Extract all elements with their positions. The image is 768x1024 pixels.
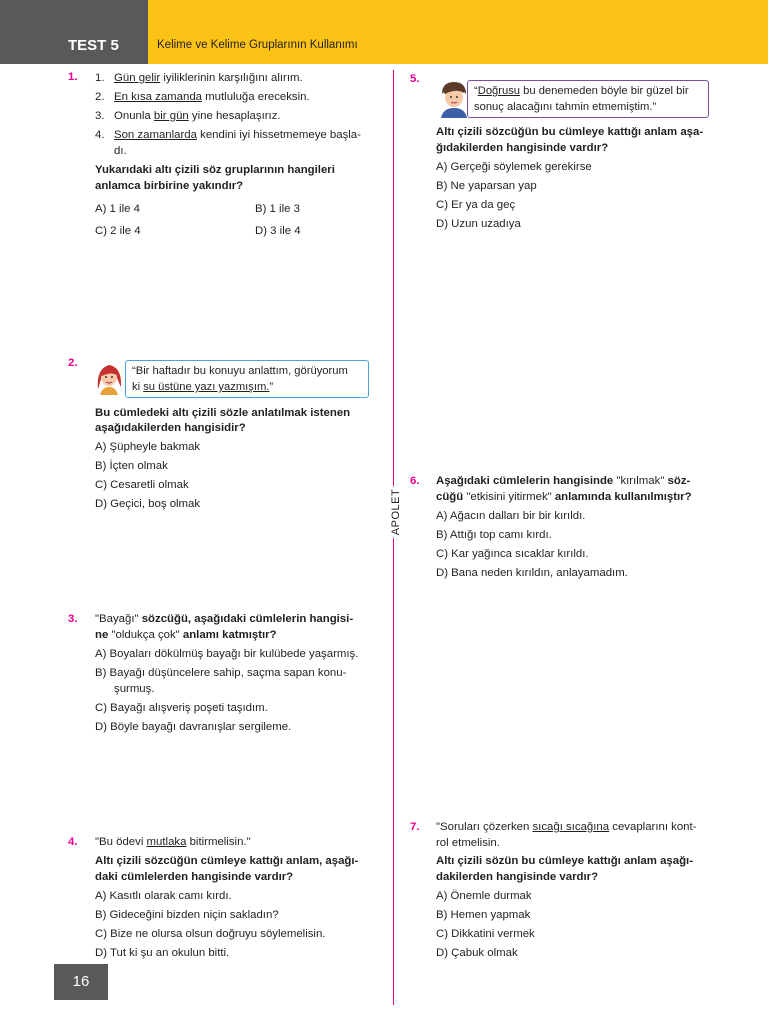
page-title: Kelime ve Kelime Gruplarının Kullanımı: [157, 39, 358, 51]
q4-sentence-pre: "Bu ödevi: [95, 836, 147, 848]
q6-stem-text: Aşağıdaki cümlelerin hangisinde: [436, 475, 617, 487]
q5-stem-line-1: Altı çizili sözcüğün bu cümleye kattığı anlam aşa-: [436, 126, 704, 138]
q1-stem-line-2: anlamca birbirine yakındır?: [95, 180, 244, 192]
q3-option-d[interactable]: D) Böyle bayağı davranışlar sergileme.: [95, 721, 292, 733]
q2-bubble-pre: ki: [132, 381, 144, 393]
q1-option-b[interactable]: B) 1 ile 3: [255, 203, 300, 215]
q3-option-b[interactable]: B) Bayağı düşüncelere sahip, saçma sapan konu-: [95, 667, 347, 679]
question-number-1: 1.: [68, 71, 78, 83]
question-number-6: 6.: [410, 475, 420, 487]
q3-stem-ne: ne: [95, 629, 112, 641]
q3-option-b-continued: şurmuş.: [114, 683, 155, 695]
q4-sentence-underlined: mutlaka: [146, 836, 187, 848]
q1-item-1: [95, 72, 303, 84]
q5-speech-bubble: [467, 80, 709, 118]
q5-stem-line-2: ğıdakilerden hangisinde vardır?: [436, 142, 609, 154]
header-yellow-band: [148, 0, 768, 64]
q5-option-d[interactable]: D) Uzun uzadıya: [436, 218, 521, 230]
q6-stem-quoted-meaning: "etkisini yitirmek": [466, 491, 552, 503]
q4-option-b[interactable]: B) Gideceğini bizden niçin sakladın?: [95, 909, 279, 921]
q6-stem-line-2: [436, 491, 692, 503]
q7-option-c[interactable]: C) Dikkatini vermek: [436, 928, 535, 940]
q1-item-2-underlined: En kısa zamanda: [114, 91, 203, 103]
q2-stem-line-2: aşağıdakilerden hangisidir?: [95, 422, 246, 434]
q6-option-d[interactable]: D) Bana neden kırıldın, anlayamadım.: [436, 567, 628, 579]
q1-item-2: [95, 91, 310, 103]
q1-item-3-underlined: bir gün: [153, 110, 189, 122]
q5-option-a[interactable]: A) Gerçeği söylemek gerekirse: [436, 161, 592, 173]
q1-item-3: [95, 110, 281, 122]
q1-item-3-pre: Onunla: [114, 110, 154, 122]
q3-stem-quoted-word: "Bayağı": [95, 613, 139, 625]
question-number-5: 5.: [410, 73, 420, 85]
q4-stem-line-2: daki cümlelerden hangisinde vardır?: [95, 871, 294, 883]
q6-option-b[interactable]: B) Attığı top camı kırdı.: [436, 529, 552, 541]
q5-bubble-line-1: [474, 83, 702, 99]
q1-item-2-rest: mutluluğa ereceksin.: [202, 91, 310, 103]
q2-option-a[interactable]: A) Şüpheyle bakmak: [95, 441, 201, 453]
q1-item-4-continued: dı.: [114, 145, 127, 157]
q2-stem-line-1: Bu cümledeki altı çizili sözle anlatılmak istenen: [95, 407, 351, 419]
q4-sentence: [95, 836, 251, 848]
question-number-7: 7.: [410, 821, 420, 833]
q6-stem-hyphen: söz-: [664, 475, 691, 487]
q5-bubble-underlined: Doğrusu: [477, 85, 521, 97]
q4-option-c[interactable]: C) Bize ne olursa olsun doğruyu söylemelisin.: [95, 928, 326, 940]
q2-speech-bubble: [125, 360, 369, 398]
q7-stem-line-1: Altı çizili sözün bu cümleye kattığı anlam aşağı-: [436, 855, 693, 867]
q2-bubble-line-1: “Bir haftadır bu konuyu anlattım, görüyorum: [132, 365, 348, 377]
test-label: TEST 5: [68, 37, 119, 54]
q2-bubble-post: ”: [269, 381, 274, 393]
q3-stem-quoted-meaning: "oldukça çok": [111, 629, 180, 641]
q1-item-1-num: 1.: [95, 72, 105, 84]
q7-option-a[interactable]: A) Önemle durmak: [436, 890, 532, 902]
question-number-4: 4.: [68, 836, 78, 848]
q1-item-4: [95, 129, 361, 141]
q7-sentence-pre: "Soruları çözerken: [436, 821, 533, 833]
question-number-2: 2.: [68, 357, 78, 369]
question-number-3: 3.: [68, 613, 78, 625]
q2-bubble-underlined: su üstüne yazı yazmışım.: [143, 381, 270, 393]
q1-option-c[interactable]: C) 2 ile 4: [95, 225, 141, 237]
q3-stem-tail: anlamı katmıştır?: [179, 629, 277, 641]
q6-stem-cugu: cüğü: [436, 491, 467, 503]
q6-stem-quoted-word: "kırılmak": [616, 475, 665, 487]
q4-option-d[interactable]: D) Tut ki şu an okulun bitti.: [95, 947, 230, 959]
q7-sentence-line-1: [436, 821, 696, 833]
q7-sentence-underlined: sıcağı sıcağına: [532, 821, 610, 833]
q7-sentence-post: cevaplarını kont-: [609, 821, 697, 833]
q6-stem-tail: anlamında kullanılmıştır?: [551, 491, 692, 503]
q3-option-c[interactable]: C) Bayağı alışveriş poşeti taşıdım.: [95, 702, 268, 714]
girl-avatar-icon: [92, 359, 126, 395]
q1-option-a[interactable]: A) 1 ile 4: [95, 203, 140, 215]
q1-item-3-num: 3.: [95, 110, 105, 122]
header-dark-block: [0, 0, 148, 64]
q2-option-d[interactable]: D) Geçici, boş olmak: [95, 498, 201, 510]
q4-option-a[interactable]: A) Kasıtlı olarak camı kırdı.: [95, 890, 232, 902]
q2-option-c[interactable]: C) Cesaretli olmak: [95, 479, 189, 491]
q6-option-a[interactable]: A) Ağacın dalları bir bir kırıldı.: [436, 510, 586, 522]
q1-item-4-num: 4.: [95, 129, 105, 141]
q1-item-4-underlined: Son zamanlarda: [114, 129, 197, 141]
q5-option-c[interactable]: C) Er ya da geç: [436, 199, 516, 211]
q7-sentence-line-2: rol etmelisin.: [436, 837, 500, 849]
q7-option-b[interactable]: B) Hemen yapmak: [436, 909, 531, 921]
q5-bubble-post: bu denemeden böyle bir güzel bir: [520, 85, 689, 97]
q7-stem-line-2: dakilerden hangisinde vardır?: [436, 871, 599, 883]
publisher-label: APOLET: [390, 486, 402, 538]
q6-option-c[interactable]: C) Kar yağınca sıcaklar kırıldı.: [436, 548, 589, 560]
q3-stem-text: sözcüğü, aşağıdaki cümlelerin hangisi-: [138, 613, 354, 625]
q1-stem-line-1: Yukarıdaki altı çizili söz gruplarının hangileri: [95, 164, 335, 176]
q4-stem-line-1: Altı çizili sözcüğün cümleye kattığı anlam, aşağı-: [95, 855, 359, 867]
q6-stem-line-1: [436, 475, 690, 487]
q1-item-1-underlined: Gün gelir: [114, 72, 161, 84]
q4-sentence-post: bitirmelisin.": [186, 836, 251, 848]
q5-bubble-line-2: sonuç alacağını tahmin etmemiştim.”: [474, 101, 657, 113]
q3-option-a[interactable]: A) Boyaları dökülmüş bayağı bir kulübede yaşarmış.: [95, 648, 359, 660]
q5-bubble-quote: “: [474, 85, 478, 97]
q3-stem-line-2: [95, 629, 277, 641]
q1-option-d[interactable]: D) 3 ile 4: [255, 225, 301, 237]
q7-option-d[interactable]: D) Çabuk olmak: [436, 947, 518, 959]
q5-option-b[interactable]: B) Ne yaparsan yap: [436, 180, 537, 192]
q1-item-1-rest: iyiliklerinin karşılığını alırım.: [160, 72, 303, 84]
q1-item-3-rest: yine hesaplaşırız.: [188, 110, 281, 122]
q1-item-4-rest: kendini iyi hissetmemeye başla-: [196, 129, 361, 141]
q1-item-2-num: 2.: [95, 91, 105, 103]
q2-bubble-line-2: [132, 379, 362, 395]
page-number: 16: [54, 964, 108, 1000]
q3-stem-line-1: [95, 613, 353, 625]
q2-option-b[interactable]: B) İçten olmak: [95, 460, 168, 472]
